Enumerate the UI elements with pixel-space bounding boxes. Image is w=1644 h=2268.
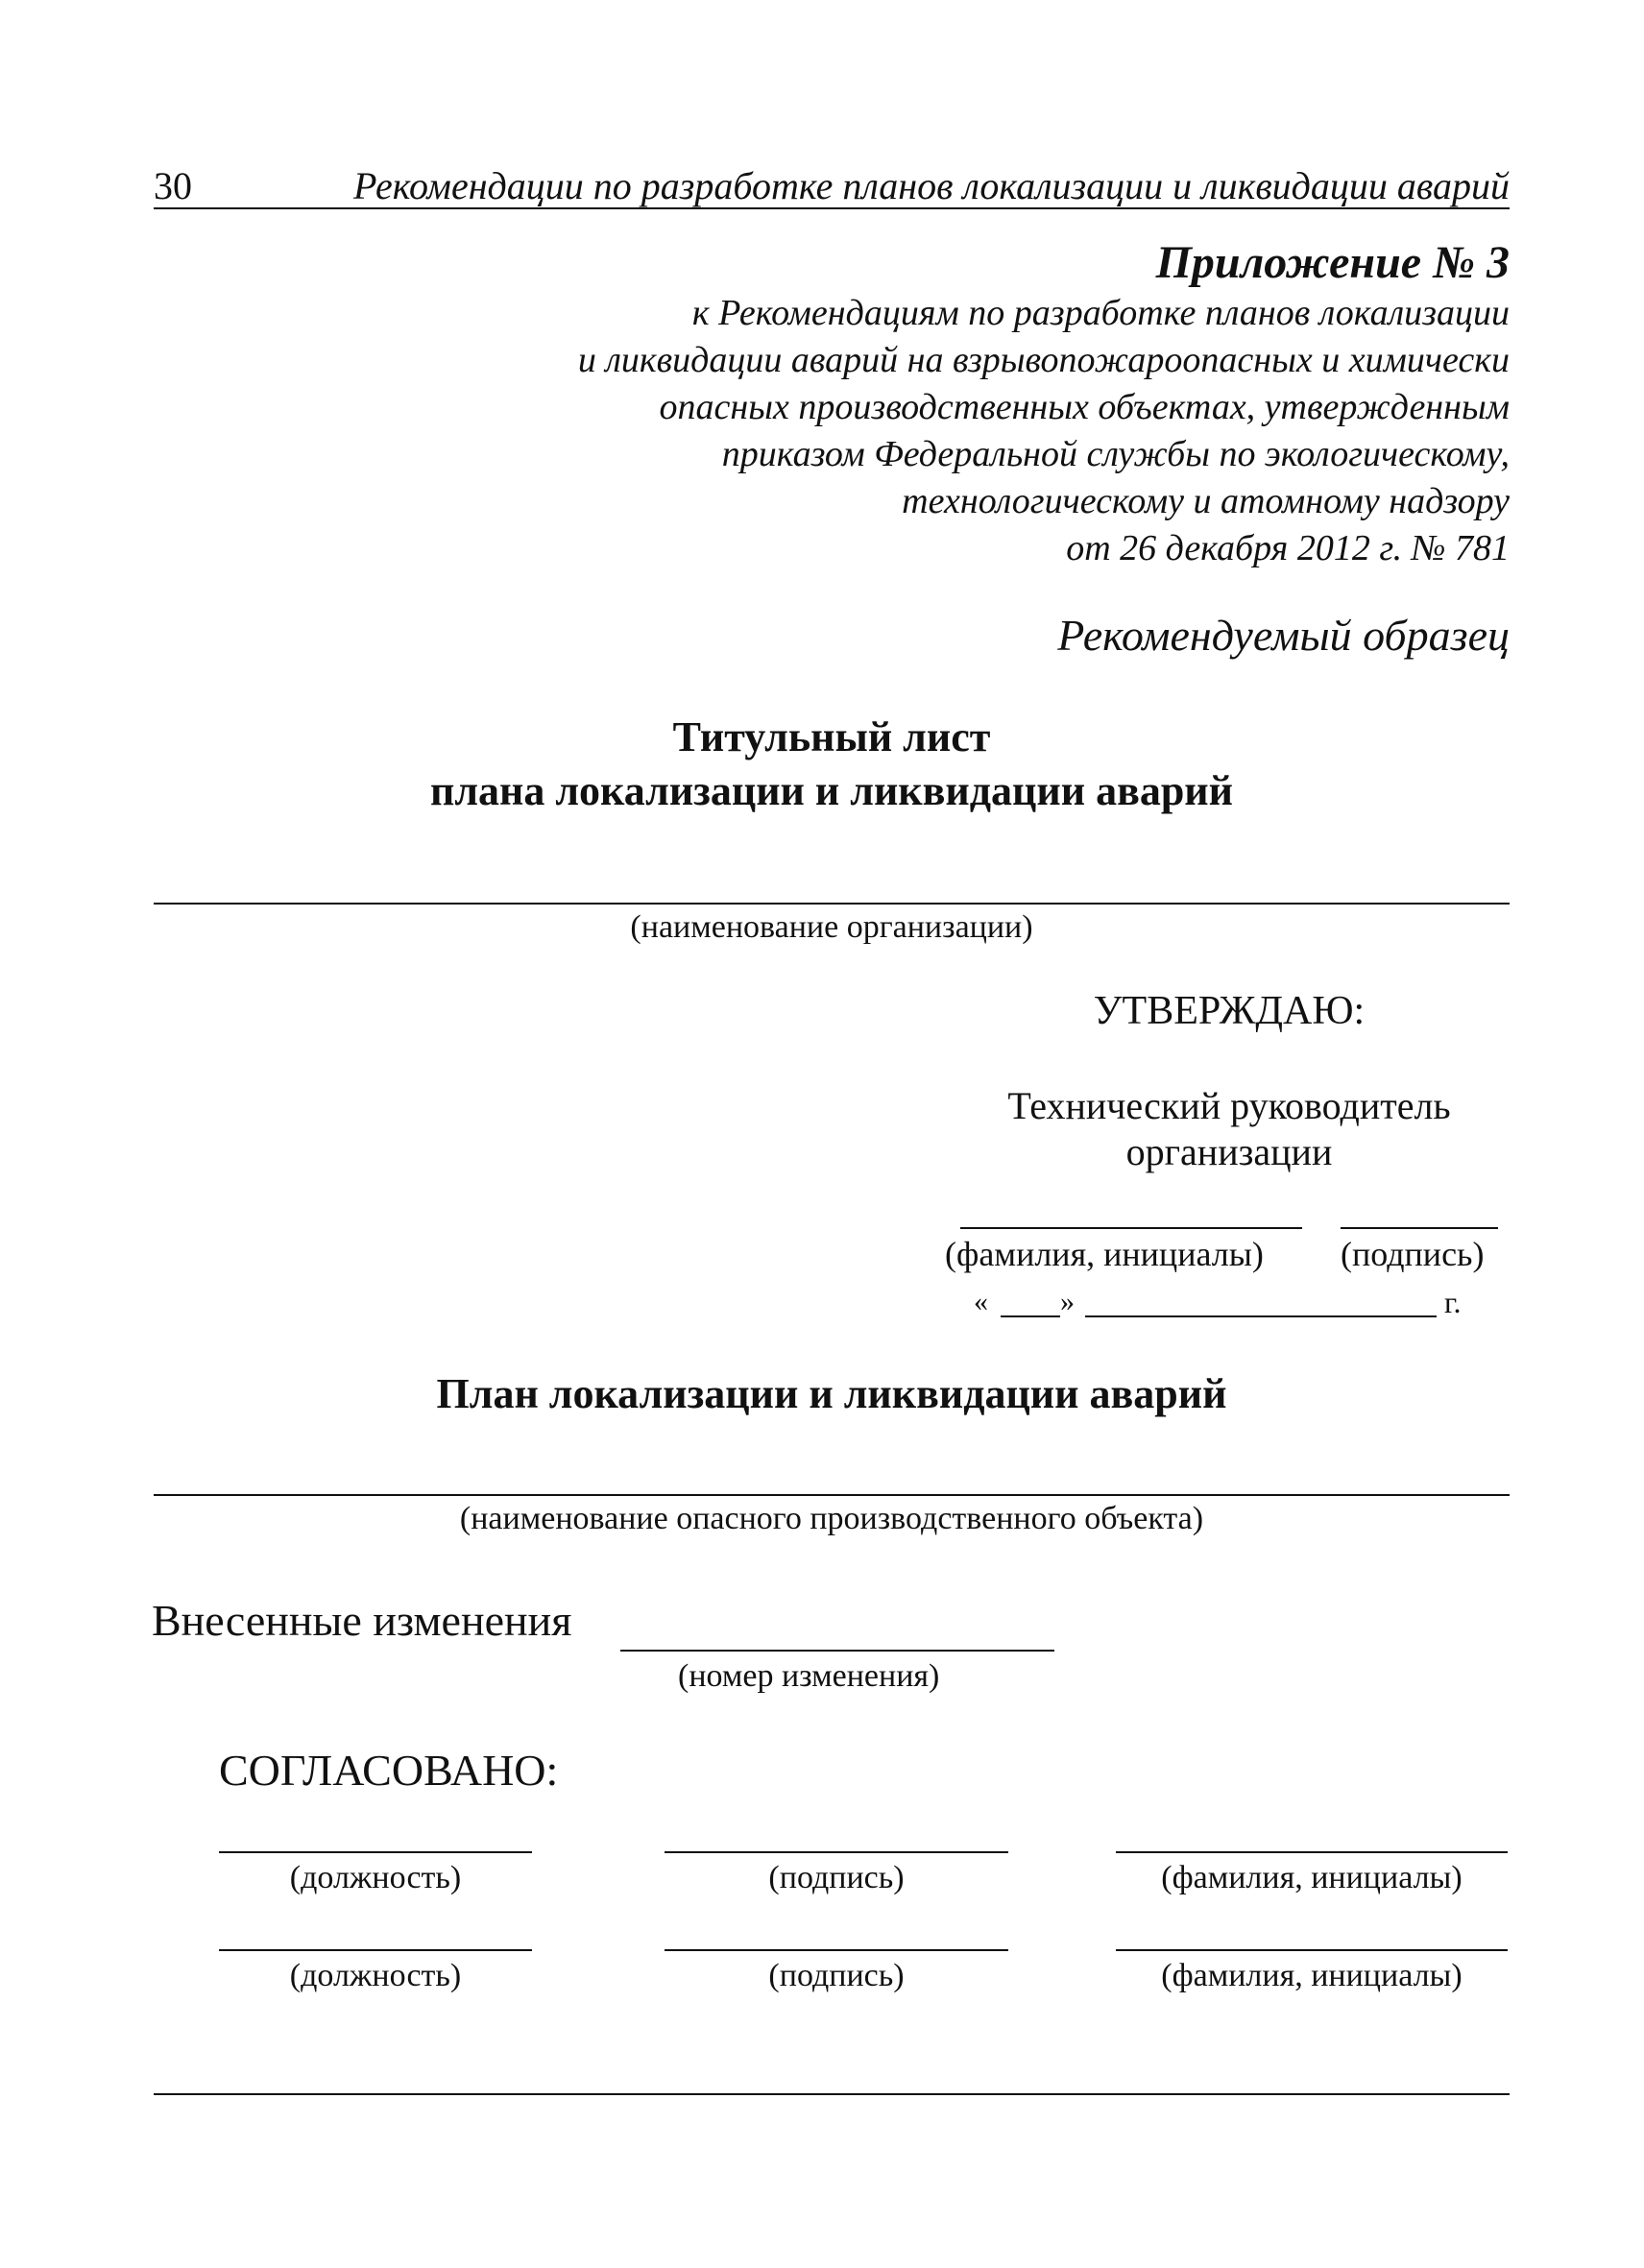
object-name-line — [154, 1494, 1510, 1496]
plan-title: План локализации и ликвидации аварий — [436, 1370, 1227, 1417]
agreed-position-line — [219, 1851, 532, 1853]
agreed-signature-line — [665, 1851, 1008, 1853]
appendix-line: и ликвидации аварий на взрывопожароопасных и химически — [577, 340, 1510, 380]
agreed-position-line — [219, 1949, 532, 1951]
approval-name-caption: (фамилия, инициалы) — [945, 1235, 1264, 1273]
appendix-line: технологическому и атомному надзору — [902, 481, 1510, 521]
approval-role-line-2: организации — [1125, 1130, 1333, 1173]
agreed-name-line — [1116, 1949, 1508, 1951]
approval-signature-line — [1341, 1227, 1498, 1229]
agreed-name-line — [1116, 1851, 1508, 1853]
changes-caption: (номер изменения) — [678, 1658, 940, 1694]
approval-name-line — [960, 1227, 1302, 1229]
approval-heading: УТВЕРЖДАЮ: — [1093, 989, 1366, 1033]
date-day-line — [1001, 1315, 1060, 1317]
agreed-signature-caption: (подпись) — [768, 1958, 905, 1993]
changes-number-line — [620, 1650, 1054, 1652]
date-year-suffix: г. — [1444, 1285, 1462, 1319]
date-open-quote: « — [974, 1286, 988, 1317]
agreed-signature-caption: (подпись) — [768, 1860, 905, 1895]
appendix-reference — [317, 290, 1510, 572]
title-line-2: плана локализации и ликвидации аварий — [429, 767, 1234, 814]
organization-name-line — [154, 903, 1510, 905]
appendix-line: от 26 декабря 2012 г. № 781 — [1066, 528, 1510, 568]
date-month-year-line — [1085, 1315, 1437, 1317]
approval-signature-caption: (подпись) — [1341, 1235, 1485, 1273]
appendix-line: к Рекомендациям по разработке планов локализации — [691, 293, 1510, 333]
agreed-heading: СОГЛАСОВАНО: — [219, 1746, 559, 1795]
object-caption: (наименование опасного производственного объекта) — [459, 1501, 1204, 1536]
appendix-line: приказом Федеральной службы по экологическому, — [721, 434, 1510, 474]
approval-role-line-1: Технический руководитель — [1007, 1084, 1451, 1127]
appendix-title: Приложение № 3 — [1155, 237, 1510, 288]
date-close-quote: » — [1060, 1286, 1075, 1317]
title-line-1: Титульный лист — [672, 713, 991, 760]
running-title: Рекомендации по разработке планов локализации и ликвидации аварий — [353, 164, 1510, 207]
agreed-position-caption: (должность) — [289, 1958, 462, 1993]
approval-role — [922, 1083, 1536, 1175]
agreed-position-caption: (должность) — [289, 1860, 462, 1895]
bottom-rule — [154, 2093, 1510, 2095]
appendix-line: опасных производственных объектах, утвержденным — [659, 387, 1510, 427]
agreed-name-caption: (фамилия, инициалы) — [1161, 1860, 1463, 1895]
sample-label: Рекомендуемый образец — [1057, 611, 1510, 660]
changes-label: Внесенные изменения — [152, 1596, 572, 1645]
agreed-signature-line — [665, 1949, 1008, 1951]
agreed-name-caption: (фамилия, инициалы) — [1161, 1958, 1463, 1993]
document-title — [154, 711, 1510, 818]
page-number: 30 — [154, 164, 192, 207]
header-rule — [154, 207, 1510, 209]
organization-caption: (наименование организации) — [630, 909, 1033, 945]
